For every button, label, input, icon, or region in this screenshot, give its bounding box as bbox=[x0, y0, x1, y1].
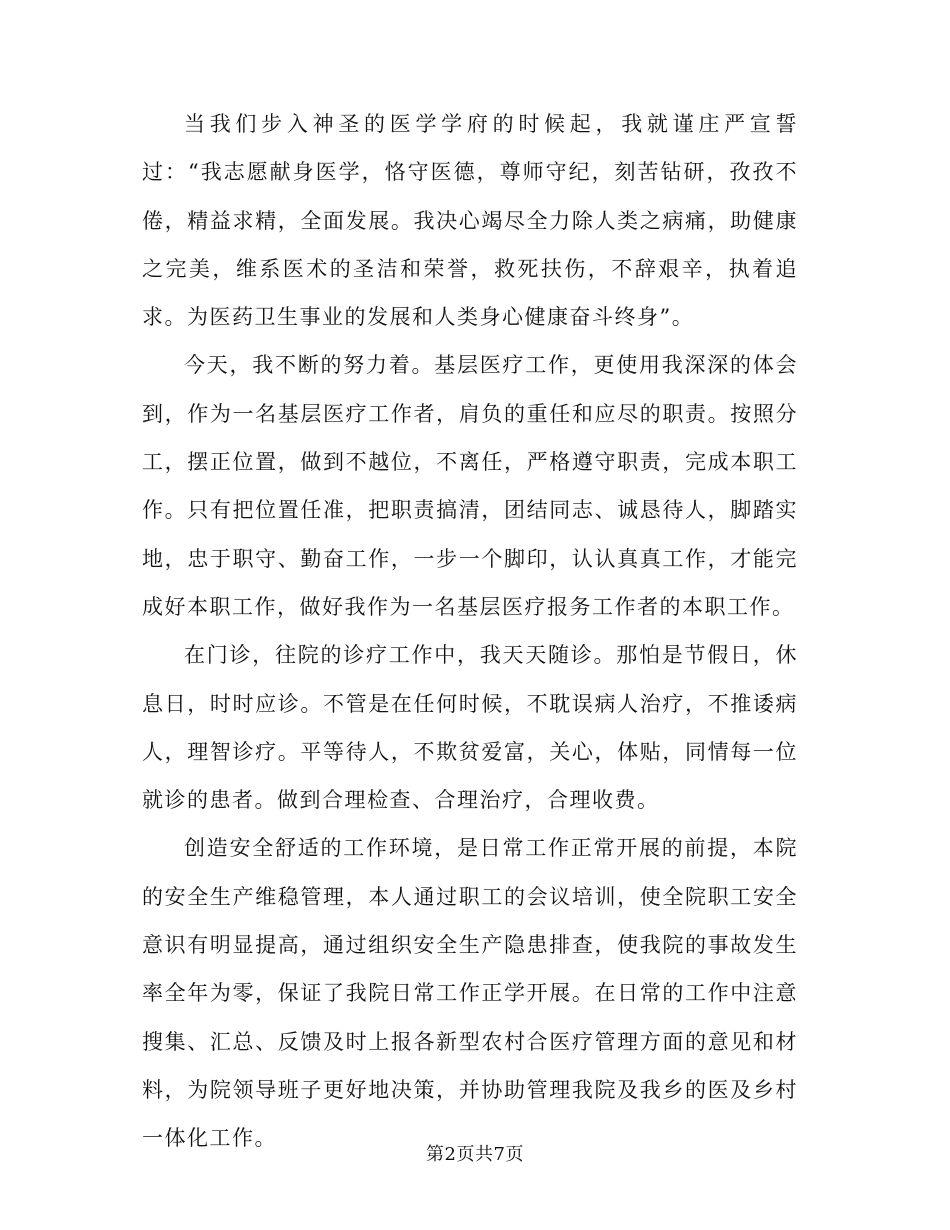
page-number-footer: 第2页共7页 bbox=[426, 1144, 524, 1165]
document-body bbox=[142, 100, 798, 1163]
paragraph-2: 今天，我不断的努力着。基层医疗工作，更使用我深深的体会到，作为一名基层医疗工作者，肩负的重任和应尽的职责。按照分工，摆正位置，做到不越位，不离任，严格遵守职责，完成本职工作。只有把位置任准，把职责搞清，团结同志、诚恳待人，脚踏实地，忠于职守、勤奋工作，一步一个脚印，认认真真工作，才能完成好本职工作，做好我作为一名基层医疗报务工作者的本职工作。 bbox=[142, 353, 798, 619]
paragraph-1: 当我们步入神圣的医学学府的时候起，我就谨庄严宣誓过：“我志愿献身医学，恪守医德，尊师守纪，刻苦钻研，孜孜不倦，精益求精，全面发展。我决心竭尽全力除人类之病痛，助健康之完美，维系医术的圣洁和荣誉，救死扶伤，不辞艰辛，执着追求。为医药卫生事业的发展和人类身心健康奋斗终身”。 bbox=[142, 112, 798, 330]
paragraph-4: 创造安全舒适的工作环境，是日常工作正常开展的前提，本院的安全生产维稳管理，本人通过职工的会议培训，使全院职工安全意识有明显提高，通过组织安全生产隐患排查，使我院的事故发生率全年为零，保证了我院日常工作正学开展。在日常的工作中注意搜集、汇总、反馈及时上报各新型农村合医疗管理方面的意见和材料，为院领导班子更好地决策，并协助管理我院及我乡的医及乡村一体化工作。 bbox=[142, 836, 798, 1151]
paragraph-3: 在门诊，往院的诊疗工作中，我天天随诊。那怕是节假日，休息日，时时应诊。不管是在任何时候，不耽误病人治疗，不推诿病人，理智诊疗。平等待人，不欺贫爱富，关心，体贴，同情每一位就诊的患者。做到合理检查、合理治疗，合理收费。 bbox=[142, 643, 798, 813]
